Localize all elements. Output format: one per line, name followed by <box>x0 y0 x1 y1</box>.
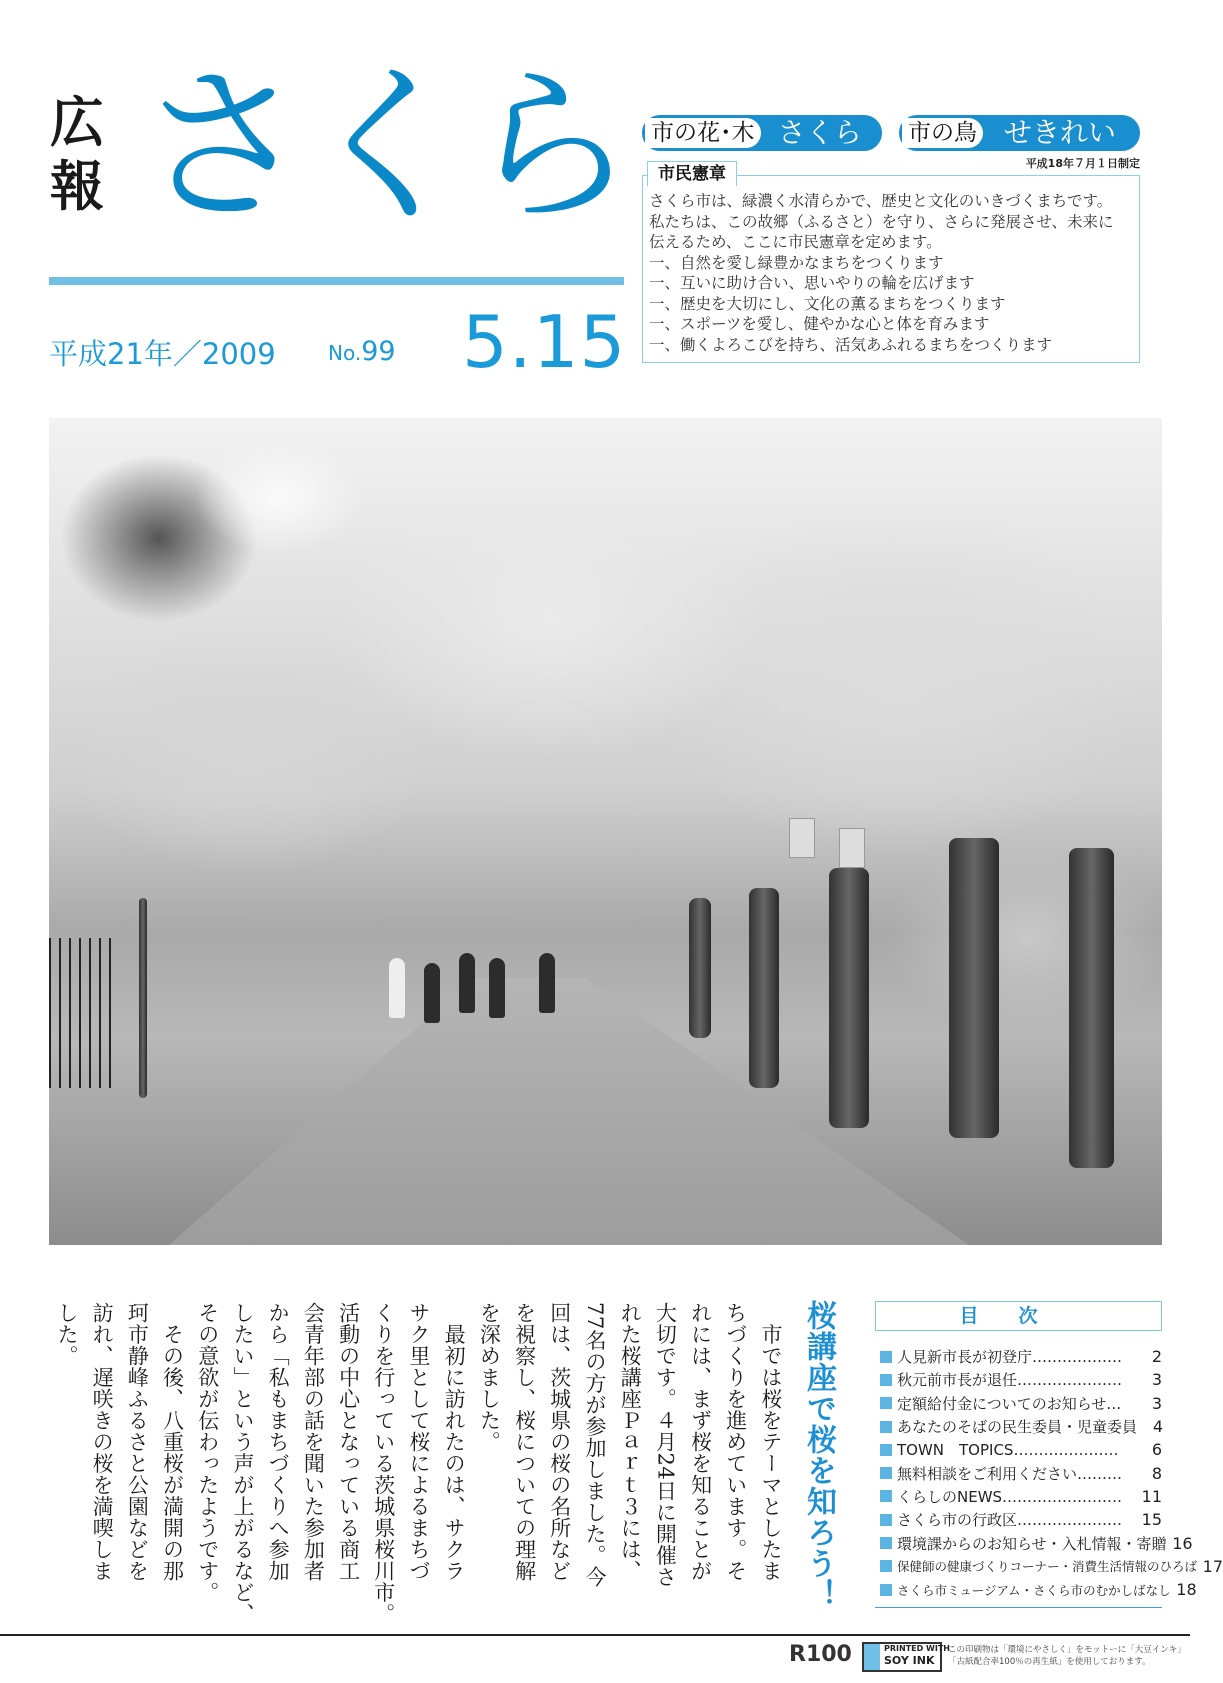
photo-tree-trunk <box>829 868 869 1128</box>
city-bird-label: 市の鳥 <box>902 118 983 148</box>
masthead-title: さくら <box>138 48 631 246</box>
toc-item[interactable] <box>875 1438 1162 1461</box>
article-column: 活動の中心となっている商工 <box>336 1302 361 1582</box>
toc-item[interactable] <box>875 1415 1162 1438</box>
citizen-charter <box>642 175 1140 363</box>
toc-item-label: くらしのNEWS…………………… <box>897 1487 1123 1506</box>
article-column: したい」という声が上がるなど、 <box>230 1302 255 1625</box>
masthead-kou: 広 <box>50 91 104 154</box>
article-column: 市では桜をテーマとしたま <box>759 1302 783 1582</box>
toc-item[interactable] <box>875 1368 1162 1391</box>
toc-item-page: 3 <box>1151 1393 1162 1413</box>
article-body <box>48 1302 788 1632</box>
article-column: その意欲が伝わったようです。 <box>195 1302 220 1603</box>
toc-item-page: 17 <box>1202 1556 1223 1576</box>
article-column: を視察し、桜についての理解 <box>512 1302 537 1582</box>
toc-item-page: 11 <box>1141 1486 1162 1506</box>
toc-item-label: さくら市の行政区………………… <box>897 1511 1123 1530</box>
toc-item-label: あなたのそばの民生委員・児童委員 <box>897 1418 1138 1437</box>
charter-intro-line: さくら市は、緑濃く水清らかで、歴史と文化のいきづくまちです。 <box>649 192 1113 210</box>
photo-lantern <box>789 818 815 858</box>
charter-article: 一、互いに助け合い、思いやりの輪を広げます <box>649 274 975 292</box>
bullet-square-icon <box>880 1351 892 1363</box>
toc-item-label: 無料相談をご利用ください……… <box>897 1464 1123 1483</box>
toc-item[interactable] <box>875 1461 1162 1484</box>
issue-year: 平成21年／2009 <box>49 337 276 371</box>
issue-date: 5.15 <box>462 300 627 384</box>
bullet-square-icon <box>880 1490 892 1502</box>
soy-ink-logo <box>862 1642 950 1672</box>
table-of-contents <box>875 1301 1223 1608</box>
photo-person <box>539 953 555 1013</box>
article-column: した。 <box>54 1302 79 1367</box>
photo-pole <box>139 898 147 1098</box>
article-column: ちづくりを進めています。そ <box>723 1302 748 1582</box>
eco-notice-line: この印刷物は「環境にやさしく」をモットーに「大豆インキ」 <box>948 1645 1186 1655</box>
issue-number-prefix: No. <box>328 341 362 365</box>
footer-divider <box>0 1634 1190 1636</box>
article-column: 訪れ、遅咲きの桜を満喫しま <box>90 1302 115 1582</box>
toc-item[interactable] <box>875 1485 1162 1508</box>
city-flower-badge <box>642 115 882 151</box>
charter-article: 一、働くよろこびを持ち、活気あふれるまちをつくります <box>649 335 1053 354</box>
article-column: その後、八重桜が満開の那 <box>160 1302 185 1582</box>
toc-item-label: 人見新市長が初登庁……………… <box>897 1348 1123 1367</box>
bullet-square-icon <box>880 1444 892 1456</box>
bullet-square-icon <box>880 1397 892 1409</box>
charter-enacted-date: 平成18年７月１日制定 <box>1025 157 1140 170</box>
photo-tree-trunk <box>749 888 779 1088</box>
toc-item-page: 15 <box>1141 1510 1162 1530</box>
photo-fence <box>49 938 119 1088</box>
photo-person <box>459 953 475 1013</box>
charter-article: 一、歴史を大切にし、文化の薫るまちをつくります <box>649 294 1006 313</box>
recycle-r100-logo: R100 <box>789 1642 852 1667</box>
issue-number <box>328 336 396 367</box>
bullet-square-icon <box>880 1467 892 1479</box>
eco-notice-line: 「古紙配合率100％の再生紙」を使用しております。 <box>948 1657 1151 1667</box>
charter-article: 一、自然を愛し緑豊かなまちをつくります <box>649 253 944 272</box>
article-heading: 桜講座で桜を知ろう！ <box>801 1300 836 1610</box>
toc-item-page: 16 <box>1172 1533 1193 1553</box>
article-column: 回は、茨城県の桜の名所など <box>547 1302 572 1582</box>
photo-tree-trunk <box>949 838 999 1138</box>
article-column: から「私もまちづくりへ参加 <box>266 1302 291 1582</box>
article-column: 大切です。４月24日に開催さ <box>653 1302 678 1588</box>
bullet-square-icon <box>880 1374 892 1386</box>
bullet-square-icon <box>880 1514 892 1526</box>
city-bird-value: せきれい <box>1003 116 1116 149</box>
toc-item-label: 環境課からのお知らせ・入札情報・寄贈 <box>897 1534 1167 1553</box>
eco-notice <box>948 1644 1186 1668</box>
toc-item-label: 保健師の健康づくりコーナー・消費生活情報のひろば <box>897 1559 1198 1575</box>
cherry-blossom-photo <box>49 418 1162 1245</box>
title-divider <box>49 277 624 285</box>
bullet-square-icon <box>880 1537 892 1549</box>
bullet-square-icon <box>880 1421 892 1433</box>
charter-article: 一、スポーツを愛し、健やかな心と体を育みます <box>649 315 990 333</box>
city-flower-value: さくら <box>777 116 862 149</box>
toc-item[interactable] <box>875 1555 1223 1578</box>
toc-item-page: 4 <box>1152 1417 1164 1437</box>
soy-ink-line2: SOY INK <box>884 1654 935 1667</box>
toc-item-page: 18 <box>1176 1580 1197 1600</box>
article-column: 最初に訪れたのは、サクラ <box>442 1302 467 1582</box>
article-column: を深めました。 <box>477 1302 502 1453</box>
article-column: サク里として桜によるまちづ <box>406 1302 431 1582</box>
photo-person <box>489 958 505 1018</box>
article-column: くりを行っている茨城県桜川市。 <box>371 1302 396 1625</box>
photo-lantern <box>839 828 865 868</box>
toc-item-label: 秋元前市長が退任………………… <box>897 1371 1123 1390</box>
photo-tree-trunk <box>1069 848 1114 1168</box>
charter-intro-line: 私たちは、この故郷（ふるさと）を守り、さらに発展させ、未来に <box>649 212 1114 231</box>
charter-title: 市民憲章 <box>647 161 737 186</box>
issue-number-value: 99 <box>361 336 396 367</box>
photo-tree-trunk <box>689 898 711 1038</box>
charter-intro-line: 伝えるため、ここに市民憲章を定めます。 <box>649 233 942 251</box>
bullet-square-icon <box>880 1560 892 1572</box>
bullet-square-icon <box>880 1584 892 1596</box>
article-column: れた桜講座Ｐａｒｔ３には、 <box>618 1302 643 1582</box>
toc-item-label: さくら市ミュージアム・さくら市のむかしばなし <box>897 1582 1171 1598</box>
article-column: 会青年部の話を聞いた参加者 <box>301 1302 326 1582</box>
toc-item[interactable] <box>875 1345 1162 1368</box>
toc-item[interactable] <box>875 1578 1197 1601</box>
article-column: 77名の方が参加しました。今 <box>582 1302 607 1588</box>
photo-person <box>389 958 405 1018</box>
toc-item[interactable] <box>875 1392 1162 1415</box>
toc-title: 目次 <box>875 1301 1162 1331</box>
toc-item[interactable] <box>875 1531 1193 1554</box>
city-flower-label: 市の花･木 <box>645 118 761 148</box>
toc-item-page: 8 <box>1151 1463 1162 1483</box>
toc-item-label: TOWN TOPICS………………… <box>897 1441 1119 1460</box>
toc-item[interactable] <box>875 1508 1162 1531</box>
article-column: れには、まず桜を知ることが <box>688 1302 713 1582</box>
city-bird-badge <box>899 115 1140 151</box>
article-column: 珂市静峰ふるさと公園などを <box>125 1302 150 1582</box>
toc-item-label: 定額給付金についてのお知らせ… <box>897 1394 1122 1413</box>
photo-person <box>424 963 440 1023</box>
soy-ink-line1: PRINTED WITH <box>884 1644 950 1653</box>
toc-item-page: 3 <box>1151 1370 1162 1390</box>
toc-item-page: 6 <box>1151 1440 1162 1460</box>
toc-list <box>875 1345 1223 1608</box>
masthead-hou: 報 <box>50 155 104 218</box>
toc-item-page: 2 <box>1151 1347 1162 1367</box>
